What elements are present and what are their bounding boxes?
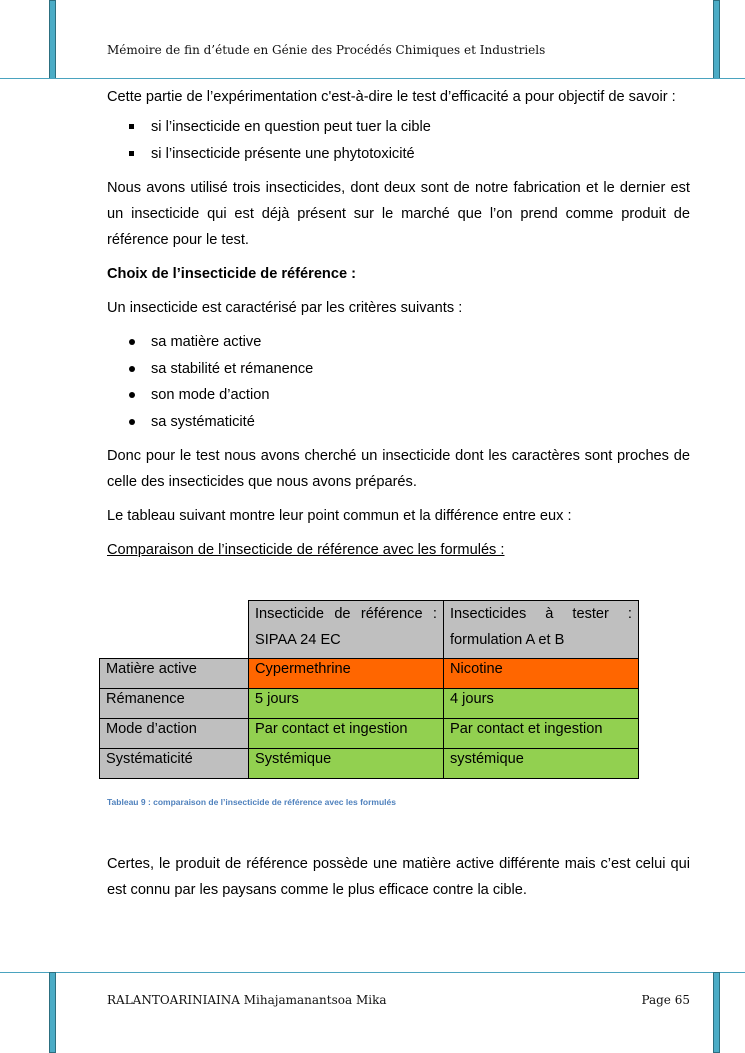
header-reference-line1: Insecticide de référence : [255, 606, 437, 622]
header-test-line1: Insecticides à tester : [450, 606, 632, 622]
header-bar-right [713, 0, 720, 79]
footer-bar-right [713, 972, 720, 1053]
criteria-intro: Un insecticide est caractérisé par les critères suivants : [107, 300, 463, 316]
table-intro-paragraph: Le tableau suivant montre leur point commun et la différence entre eux : [107, 508, 572, 524]
table-corner-cell [100, 601, 249, 659]
criteria-list [107, 329, 690, 435]
list-item: sa systématicité [107, 409, 690, 436]
list-item: sa stabilité et rémanence [107, 356, 690, 383]
footer-bar-left [49, 972, 56, 1053]
row-label: Mode d’action [100, 719, 249, 749]
table-title: Comparaison de l’insecticide de référence avec les formulés : [107, 542, 505, 558]
table-row [100, 659, 639, 689]
row-label: Rémanence [100, 689, 249, 719]
cell-test: 4 jours [444, 689, 639, 719]
section-heading: Choix de l’insecticide de référence : [107, 266, 356, 282]
list-item: son mode d’action [107, 382, 690, 409]
cell-reference: Systémique [249, 749, 444, 779]
header-bar-left [49, 0, 56, 79]
cell-reference: Par contact et ingestion [249, 719, 444, 749]
row-label: Matière active [100, 659, 249, 689]
footer-page-number: Page 65 [641, 993, 690, 1007]
table-header-row [100, 601, 639, 659]
intro-paragraph: Cette partie de l’expérimentation c'est-à-dire le test d’efficacité a pour objectif de savoir : [107, 89, 676, 105]
page-body [107, 84, 690, 563]
test-paragraph: Donc pour le test nous avons cherché un insecticide dont les caractères sont proches de celle des insecticides que nous avons préparés. [107, 448, 690, 490]
table-row [100, 719, 639, 749]
cell-test: Par contact et ingestion [444, 719, 639, 749]
header-title: Mémoire de fin d’étude en Génie des Procédés Chimiques et Industriels [107, 43, 546, 57]
cell-test: systémique [444, 749, 639, 779]
header-reference-line2: SIPAA 24 EC [255, 632, 341, 648]
table-header-reference [249, 601, 444, 659]
table-row [100, 689, 639, 719]
footer-author: RALANTOARINIAINA Mihajamanantsoa Mika [107, 993, 387, 1007]
list-item: si l’insecticide en question peut tuer la cible [107, 114, 690, 141]
list-item: sa matière active [107, 329, 690, 356]
cell-test: Nicotine [444, 659, 639, 689]
table-row [100, 749, 639, 779]
conclusion-paragraph: Certes, le produit de référence possède une matière active différente mais c’est celui qui est connu par les paysans comme le plus efficace contre la cible. [107, 856, 690, 898]
list-item: si l’insecticide présente une phytotoxicité [107, 141, 690, 168]
header-rule [0, 78, 745, 79]
cell-reference: Cypermethrine [249, 659, 444, 689]
header-test-line2: formulation A et B [450, 632, 565, 648]
cell-reference: 5 jours [249, 689, 444, 719]
footer-rule [0, 972, 745, 973]
insecticides-paragraph: Nous avons utilisé trois insecticides, dont deux sont de notre fabrication et le dernier est un insecticide qui est déjà présent sur le marché que l’on prend comme produit de référence pour le test. [107, 180, 690, 248]
comparison-table [99, 600, 639, 779]
table-header-test [444, 601, 639, 659]
table-caption: Tableau 9 : comparaison de l’insecticide de référence avec les formulés [107, 797, 396, 807]
objectives-list [107, 114, 690, 167]
row-label: Systématicité [100, 749, 249, 779]
